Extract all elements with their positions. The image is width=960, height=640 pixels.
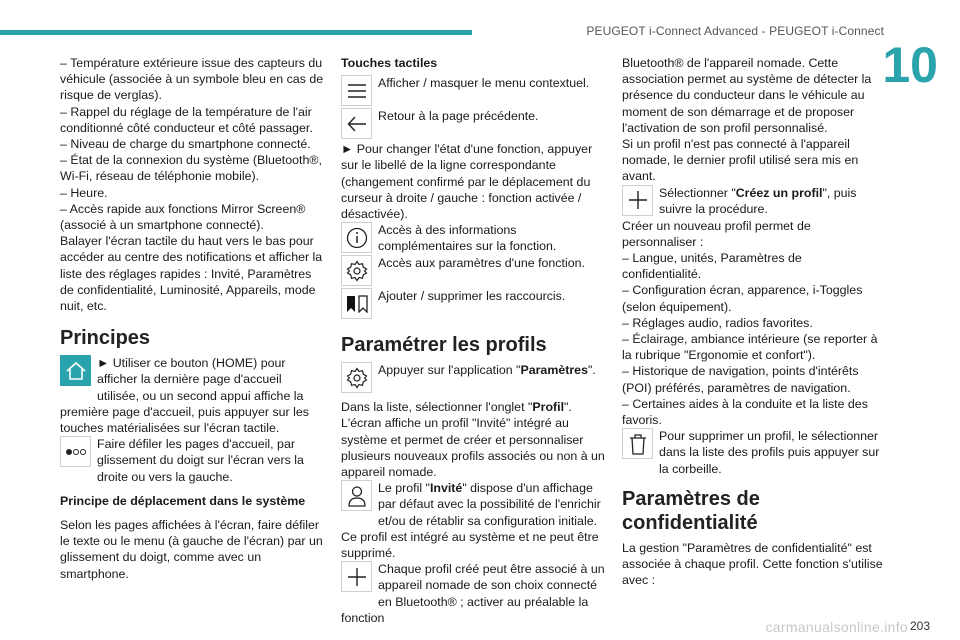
paragraph: L'écran affiche un profil "Invité" intégré au système et permet de créer et personnaliser plusieurs nouveaux profils associés ou non à un appareil nomade. — [341, 416, 605, 480]
paragraph: ► Pour changer l'état d'une fonction, appuyer sur le libellé de la ligne correspondante (changement confirmé par le déplacement du curseur à droite / gauche : fonction activée / désactivée). — [341, 142, 593, 222]
trash-icon — [622, 428, 653, 459]
column-3 — [622, 55, 884, 588]
paragraph: Pour supprimer un profil, le sélectionner dans la liste des profils puis appuyer sur la corbeille. — [659, 429, 880, 476]
paragraph: Bluetooth® de l'appareil nomade. Cette association permet au système de détecter la présence du conducteur dans le véhicule au moment de son démarrage et de proposer l'activation de son profil personnalisé. — [622, 56, 872, 135]
paragraph: Chaque profil créé peut être associé à un appareil nomade de son choix connecté en Bluetooth® ; activer au préalable la fonction — [341, 562, 605, 625]
bullet: – Accès rapide aux fonctions Mirror Screen® (associé à un smartphone connecté). — [60, 201, 306, 233]
bullet: – Éclairage, ambiance intérieure (se reporter à la rubrique "Ergonomie et confort"). — [622, 332, 878, 363]
paragraph: ► Utiliser ce bouton (HOME) pour afficher la dernière page d'accueil utilisée, ou un second appui affiche la première page d'accueil, puis appuyer sur les touches matérialisées sur l'écran tactile. — [60, 356, 309, 436]
subheading-touch-keys: Touches tactiles — [341, 56, 438, 70]
bold-term: Invité — [429, 481, 463, 496]
subheading-movement: Principe de déplacement dans le système — [60, 493, 306, 508]
running-header: PEUGEOT i-Connect Advanced - PEUGEOT i-Connect — [586, 24, 884, 38]
paragraph: Selon les pages affichées à l'écran, faire défiler le texte ou le menu (à gauche de l'écran) par un glissement du doigt, comme avec un smartphone. — [60, 518, 323, 581]
shortcut-bookmark-icon — [341, 288, 372, 319]
paragraph: Créer un nouveau profil permet de personnaliser : — [622, 218, 811, 249]
page-dots-icon — [60, 436, 91, 467]
paragraph: Si un profil n'est pas connecté à l'appareil nomade, le dernier profil utilisé sera mis en avant. — [622, 137, 859, 184]
bullet: – Langue, unités, Paramètres de confidentialité. — [622, 251, 802, 282]
text-span: ". — [587, 363, 596, 378]
bullet: – Réglages audio, radios favorites. — [622, 315, 813, 330]
bullet: – État de la connexion du système (Bluetooth®, Wi-Fi, réseau de téléphonie mobile). — [60, 153, 322, 184]
paragraph: Afficher / masquer le menu contextuel. — [378, 76, 590, 91]
back-arrow-icon — [341, 108, 372, 139]
paragraph — [341, 362, 607, 378]
text-span: ", puis suivre la procédure. — [659, 185, 857, 216]
paragraph: Retour à la page précédente. — [378, 109, 539, 124]
bold-term: Créez un profil — [735, 185, 823, 200]
column-1 — [60, 55, 326, 582]
text-span: Le profil " — [378, 481, 430, 496]
header-accent-bar — [0, 30, 472, 35]
title-line: confidentialité — [622, 511, 758, 534]
user-icon — [341, 480, 372, 511]
paragraph: Faire défiler les pages d'accueil, par glissement du doigt sur l'écran vers la droite ou vers la gauche. — [97, 437, 304, 484]
paragraph — [341, 480, 607, 561]
menu-icon — [341, 75, 372, 106]
chapter-number: 10 — [882, 37, 938, 93]
paragraph: Ajouter / supprimer les raccourcis. — [378, 289, 566, 304]
plus-icon — [341, 561, 372, 592]
bullet: – Niveau de charge du smartphone connecté. — [60, 137, 311, 152]
plus-icon — [622, 185, 653, 216]
text-span: Dans la liste, sélectionner l'onglet " — [341, 400, 533, 415]
bullet: – Historique de navigation, points d'intérêts (POI) préférés, paramètres de navigation. — [622, 364, 859, 395]
section-title-profiles: Paramétrer les profils — [341, 334, 547, 357]
info-icon — [341, 222, 372, 253]
bold-term: Profil — [532, 400, 565, 415]
section-title-principles: Principes — [60, 327, 151, 350]
bullet: – Configuration écran, apparence, i-Toggles (selon équipement). — [622, 283, 863, 314]
column-2 — [341, 55, 607, 626]
bullet: – Certaines aides à la conduite et la liste des favoris. — [622, 396, 868, 428]
bullet: – Heure. — [60, 185, 108, 200]
watermark: carmanualsonline.info — [765, 619, 908, 635]
section-title-privacy — [622, 487, 884, 535]
text-span: " dispose d'un affichage par défaut avec la possibilité de l'enrichir et/ou de rétablir sa configuration initiale. Ce profil est intégré au système et ne peut être supprimé. — [341, 481, 601, 561]
text-span: Sélectionner " — [659, 185, 736, 200]
text-span: ". — [564, 400, 572, 415]
paragraph — [622, 185, 884, 217]
title-line: Paramètres de — [622, 487, 760, 510]
page-number: 203 — [909, 619, 930, 633]
bullet: – Température extérieure issue des capteurs du véhicule (associée à un symbole bleu en cas de risque de verglas). — [60, 56, 324, 103]
gear-icon — [341, 255, 372, 286]
paragraph: Balayer l'écran tactile du haut vers le bas pour accéder au centre des notifications et afficher la liste des réglages rapides : Invité, Paramètres de confidentialité, Luminosité, Appareils, mode nuit, etc. — [60, 234, 323, 314]
paragraph: Accès à des informations complémentaires sur la fonction. — [378, 223, 557, 254]
bullet: – Rappel du réglage de la température de l'air conditionné côté conducteur et côté passager. — [60, 104, 313, 135]
bold-term: Paramètres — [520, 363, 588, 378]
paragraph: Accès aux paramètres d'une fonction. — [378, 256, 585, 271]
home-icon — [60, 355, 91, 386]
paragraph — [341, 399, 607, 415]
gear-icon — [341, 362, 372, 393]
text-span: Appuyer sur l'application " — [378, 363, 521, 378]
paragraph: La gestion "Paramètres de confidentialité" est associée à chaque profil. Cette fonction s'utilise avec : — [622, 540, 883, 588]
